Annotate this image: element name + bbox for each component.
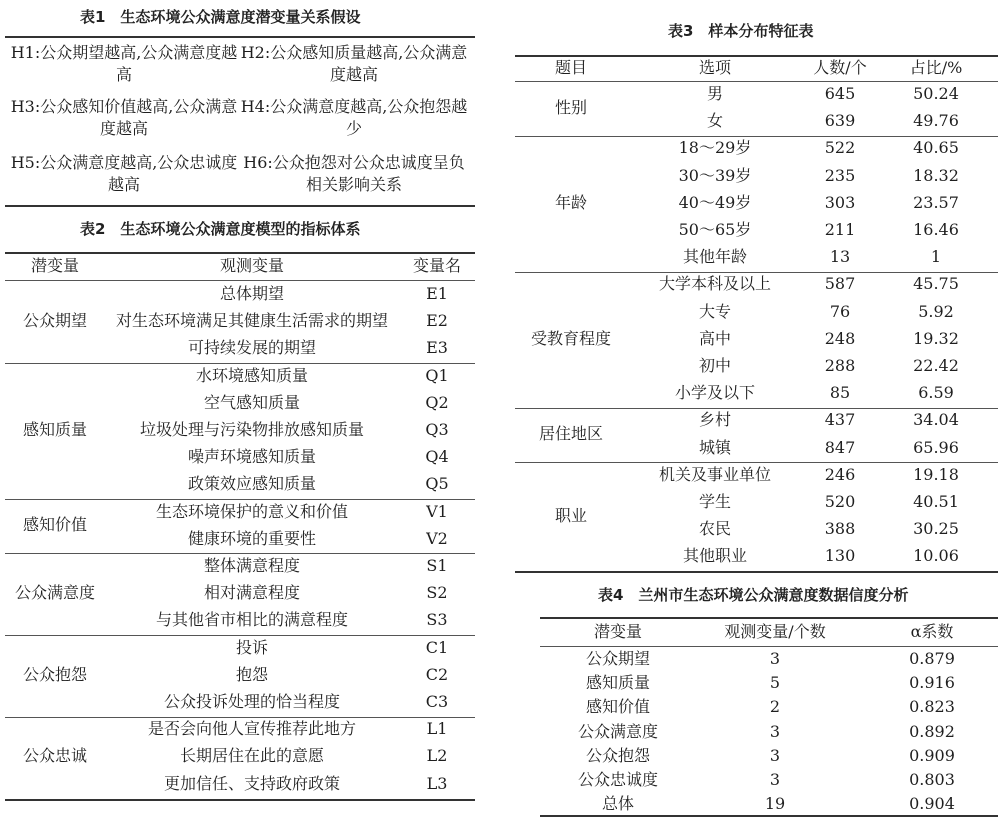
t3-percent: 65.96 bbox=[913, 437, 959, 457]
thin-rule bbox=[540, 646, 998, 647]
t3-percent: 30.25 bbox=[913, 519, 959, 539]
t2-observed: 垃圾处理与污染物排放感知质量 bbox=[139, 420, 364, 439]
t3-percent: 6.59 bbox=[918, 383, 954, 403]
thick-rule bbox=[5, 799, 475, 801]
t2-varname: L3 bbox=[426, 773, 448, 793]
t3-option: 其他职业 bbox=[682, 546, 747, 566]
t2-observed: 长期居住在此的意愿 bbox=[179, 746, 324, 766]
t3-count: 248 bbox=[824, 328, 856, 348]
t2-observed: 水环境感知质量 bbox=[195, 365, 308, 385]
t3-header: 占比/% bbox=[909, 58, 963, 77]
t1-cell: H4:公众满意度越高,公众抱怨越少 bbox=[240, 97, 468, 138]
thin-rule bbox=[515, 408, 998, 409]
t3-count: 211 bbox=[824, 220, 856, 239]
thick-rule bbox=[515, 571, 998, 573]
t3-count: 235 bbox=[824, 165, 856, 185]
thick-rule bbox=[515, 55, 998, 57]
t4-alpha: 0.823 bbox=[909, 697, 955, 717]
t3-count: 85 bbox=[829, 383, 851, 403]
t2-varname: V1 bbox=[426, 501, 448, 521]
t3-option: 城镇 bbox=[698, 437, 731, 457]
t3-count: 388 bbox=[824, 519, 856, 539]
thin-rule bbox=[5, 499, 475, 500]
thin-rule bbox=[515, 136, 998, 137]
t3-percent: 50.24 bbox=[913, 84, 959, 103]
t3-percent: 40.65 bbox=[913, 138, 959, 158]
t2-varname: E2 bbox=[426, 311, 448, 331]
t2-varname: Q5 bbox=[425, 474, 449, 494]
t2-observed: 与其他省市相比的满意程度 bbox=[155, 610, 348, 630]
t2-observed: 对生态环境满足其健康生活需求的期望 bbox=[115, 311, 388, 331]
thin-rule bbox=[5, 635, 475, 636]
t3-option: 乡村 bbox=[698, 410, 731, 430]
t4-count: 3 bbox=[769, 770, 781, 789]
thin-rule bbox=[5, 553, 475, 554]
t3-option: 其他年龄 bbox=[682, 247, 747, 267]
t3-count: 645 bbox=[824, 84, 856, 103]
t3-count: 130 bbox=[824, 546, 856, 566]
t3-percent: 1 bbox=[930, 247, 942, 267]
thin-rule bbox=[515, 81, 998, 82]
t3-option: 大学本科及以上 bbox=[658, 274, 771, 294]
t2-varname: E3 bbox=[426, 338, 448, 358]
t4-header: α系数 bbox=[910, 622, 954, 641]
t3-option: 小学及以下 bbox=[674, 383, 755, 403]
t2-observed: 噪声环境感知质量 bbox=[187, 447, 316, 467]
thin-rule bbox=[5, 280, 475, 281]
t3-count: 522 bbox=[824, 138, 856, 158]
t2-varname: S2 bbox=[426, 583, 448, 603]
t2-observed: 健康环境的重要性 bbox=[187, 528, 316, 548]
t2-varname: C1 bbox=[425, 637, 449, 657]
t2-observed: 空气感知质量 bbox=[203, 392, 300, 412]
t2-varname: S3 bbox=[426, 610, 448, 630]
t3-header: 题目 bbox=[554, 58, 587, 77]
t4-count: 5 bbox=[769, 673, 781, 693]
thin-rule bbox=[5, 363, 475, 364]
t3-percent: 10.06 bbox=[913, 546, 959, 566]
t4-header: 潜变量 bbox=[593, 622, 642, 641]
t2-latent: 感知价值 bbox=[22, 515, 87, 535]
t3-option: 高中 bbox=[698, 328, 731, 348]
t4-alpha: 0.916 bbox=[909, 673, 955, 693]
t2-observed: 投诉 bbox=[235, 637, 268, 657]
t3-option: 18～29岁 bbox=[678, 138, 752, 158]
t3-option: 学生 bbox=[698, 492, 731, 511]
t3-option: 女 bbox=[706, 111, 723, 131]
t3-topic: 受教育程度 bbox=[530, 328, 611, 348]
t2-header: 潜变量 bbox=[30, 256, 79, 275]
t2-header: 观测变量 bbox=[219, 256, 284, 275]
t4-count: 19 bbox=[764, 794, 786, 814]
t2-varname: Q4 bbox=[425, 447, 449, 467]
t4-alpha: 0.892 bbox=[909, 721, 955, 741]
t2-observed: 可持续发展的期望 bbox=[187, 338, 316, 358]
t4-latent: 公众抱怨 bbox=[585, 745, 650, 765]
t4-latent: 公众期望 bbox=[585, 649, 650, 668]
thin-rule bbox=[515, 462, 998, 463]
table3-title: 表3 样本分布特征表 bbox=[668, 22, 814, 40]
t1-cell: H5:公众满意度越高,公众忠诚度越高 bbox=[10, 153, 238, 194]
t4-alpha: 0.879 bbox=[909, 649, 955, 668]
table2-title: 表2 生态环境公众满意度模型的指标体系 bbox=[80, 220, 361, 238]
t3-option: 40～49岁 bbox=[678, 192, 752, 212]
t3-header: 人数/个 bbox=[813, 58, 867, 77]
t3-option: 男 bbox=[706, 84, 723, 103]
t2-varname: Q1 bbox=[425, 365, 449, 385]
t2-observed: 更加信任、支持政府政策 bbox=[163, 773, 340, 793]
t4-latent: 感知价值 bbox=[585, 697, 650, 717]
t3-count: 288 bbox=[824, 356, 856, 375]
t2-latent: 公众满意度 bbox=[14, 583, 95, 603]
thick-rule bbox=[540, 815, 998, 817]
t3-percent: 45.75 bbox=[913, 274, 959, 294]
t2-varname: Q3 bbox=[425, 420, 449, 439]
t3-percent: 22.42 bbox=[913, 356, 959, 375]
t3-topic: 职业 bbox=[554, 505, 587, 525]
t3-percent: 18.32 bbox=[913, 165, 959, 185]
t3-topic: 居住地区 bbox=[538, 424, 603, 443]
t4-latent: 感知质量 bbox=[585, 673, 650, 693]
t4-count: 2 bbox=[769, 697, 781, 717]
t2-observed: 整体满意程度 bbox=[203, 556, 300, 575]
t2-varname: V2 bbox=[426, 528, 448, 548]
t2-varname: L1 bbox=[426, 719, 448, 739]
t1-cell: H2:公众感知质量越高,公众满意度越高 bbox=[240, 43, 468, 84]
t2-varname: Q2 bbox=[425, 392, 449, 412]
t3-count: 246 bbox=[824, 464, 856, 484]
t4-latent: 公众满意度 bbox=[577, 721, 658, 741]
t3-percent: 16.46 bbox=[913, 220, 959, 239]
t3-percent: 49.76 bbox=[913, 111, 959, 131]
t2-observed: 是否会向他人宣传推荐此地方 bbox=[147, 719, 356, 739]
thick-rule bbox=[5, 205, 475, 207]
thin-rule bbox=[5, 717, 475, 718]
t3-count: 76 bbox=[829, 301, 851, 321]
thick-rule bbox=[5, 36, 475, 38]
t3-topic: 性别 bbox=[554, 97, 587, 117]
t3-percent: 5.92 bbox=[918, 301, 954, 321]
t2-varname: C2 bbox=[425, 664, 449, 684]
t3-option: 机关及事业单位 bbox=[658, 464, 771, 484]
t2-varname: C3 bbox=[425, 692, 449, 711]
t1-cell: H6:公众抱怨对公众忠诚度呈负相关影响关系 bbox=[243, 153, 465, 194]
t3-header: 选项 bbox=[698, 58, 731, 77]
t2-observed: 相对满意程度 bbox=[203, 583, 300, 603]
t3-count: 639 bbox=[824, 111, 856, 131]
t2-observed: 总体期望 bbox=[219, 284, 284, 303]
table1-title: 表1 生态环境公众满意度潜变量关系假设 bbox=[80, 8, 361, 26]
t4-count: 3 bbox=[769, 745, 781, 765]
t4-alpha: 0.803 bbox=[909, 770, 955, 789]
t2-latent: 感知质量 bbox=[22, 420, 87, 439]
t2-latent: 公众期望 bbox=[22, 311, 87, 331]
t3-percent: 40.51 bbox=[913, 492, 959, 511]
t3-option: 50～65岁 bbox=[678, 220, 752, 239]
thick-rule bbox=[5, 252, 475, 254]
table4-title: 表4 兰州市生态环境公众满意度数据信度分析 bbox=[598, 586, 909, 604]
t3-option: 初中 bbox=[698, 356, 731, 375]
t4-count: 3 bbox=[769, 721, 781, 741]
t3-percent: 19.18 bbox=[913, 464, 959, 484]
t2-observed: 生态环境保护的意义和价值 bbox=[155, 501, 348, 521]
t1-cell: H3:公众感知价值越高,公众满意度越高 bbox=[10, 97, 238, 138]
t2-varname: E1 bbox=[426, 284, 448, 303]
t3-topic: 年龄 bbox=[554, 192, 587, 212]
t3-option: 大专 bbox=[698, 301, 731, 321]
t4-header: 观测变量/个数 bbox=[724, 622, 826, 641]
t3-count: 303 bbox=[824, 192, 856, 212]
t3-percent: 23.57 bbox=[913, 192, 959, 212]
t3-count: 520 bbox=[824, 492, 856, 511]
t2-observed: 抱怨 bbox=[235, 664, 268, 684]
t4-latent: 总体 bbox=[601, 794, 634, 814]
t3-option: 农民 bbox=[698, 519, 731, 539]
t3-percent: 19.32 bbox=[913, 328, 959, 348]
t2-header: 变量名 bbox=[412, 256, 461, 275]
thin-rule bbox=[515, 272, 998, 273]
t3-percent: 34.04 bbox=[913, 410, 959, 430]
t4-count: 3 bbox=[769, 649, 781, 668]
t4-alpha: 0.909 bbox=[909, 745, 955, 765]
t1-cell: H1:公众期望越高,公众满意度越高 bbox=[10, 43, 238, 84]
t2-observed: 政策效应感知质量 bbox=[187, 474, 316, 494]
t3-count: 437 bbox=[824, 410, 856, 430]
t4-alpha: 0.904 bbox=[909, 794, 955, 814]
t2-varname: S1 bbox=[426, 556, 448, 575]
t3-option: 30～39岁 bbox=[678, 165, 752, 185]
t2-observed: 公众投诉处理的恰当程度 bbox=[163, 692, 340, 711]
t2-latent: 公众抱怨 bbox=[22, 664, 87, 684]
t3-count: 587 bbox=[824, 274, 856, 294]
t3-count: 847 bbox=[824, 437, 856, 457]
t3-count: 13 bbox=[829, 247, 851, 267]
t4-latent: 公众忠诚度 bbox=[577, 770, 658, 789]
t2-varname: L2 bbox=[426, 746, 448, 766]
t2-latent: 公众忠诚 bbox=[22, 746, 87, 766]
thick-rule bbox=[540, 617, 998, 619]
